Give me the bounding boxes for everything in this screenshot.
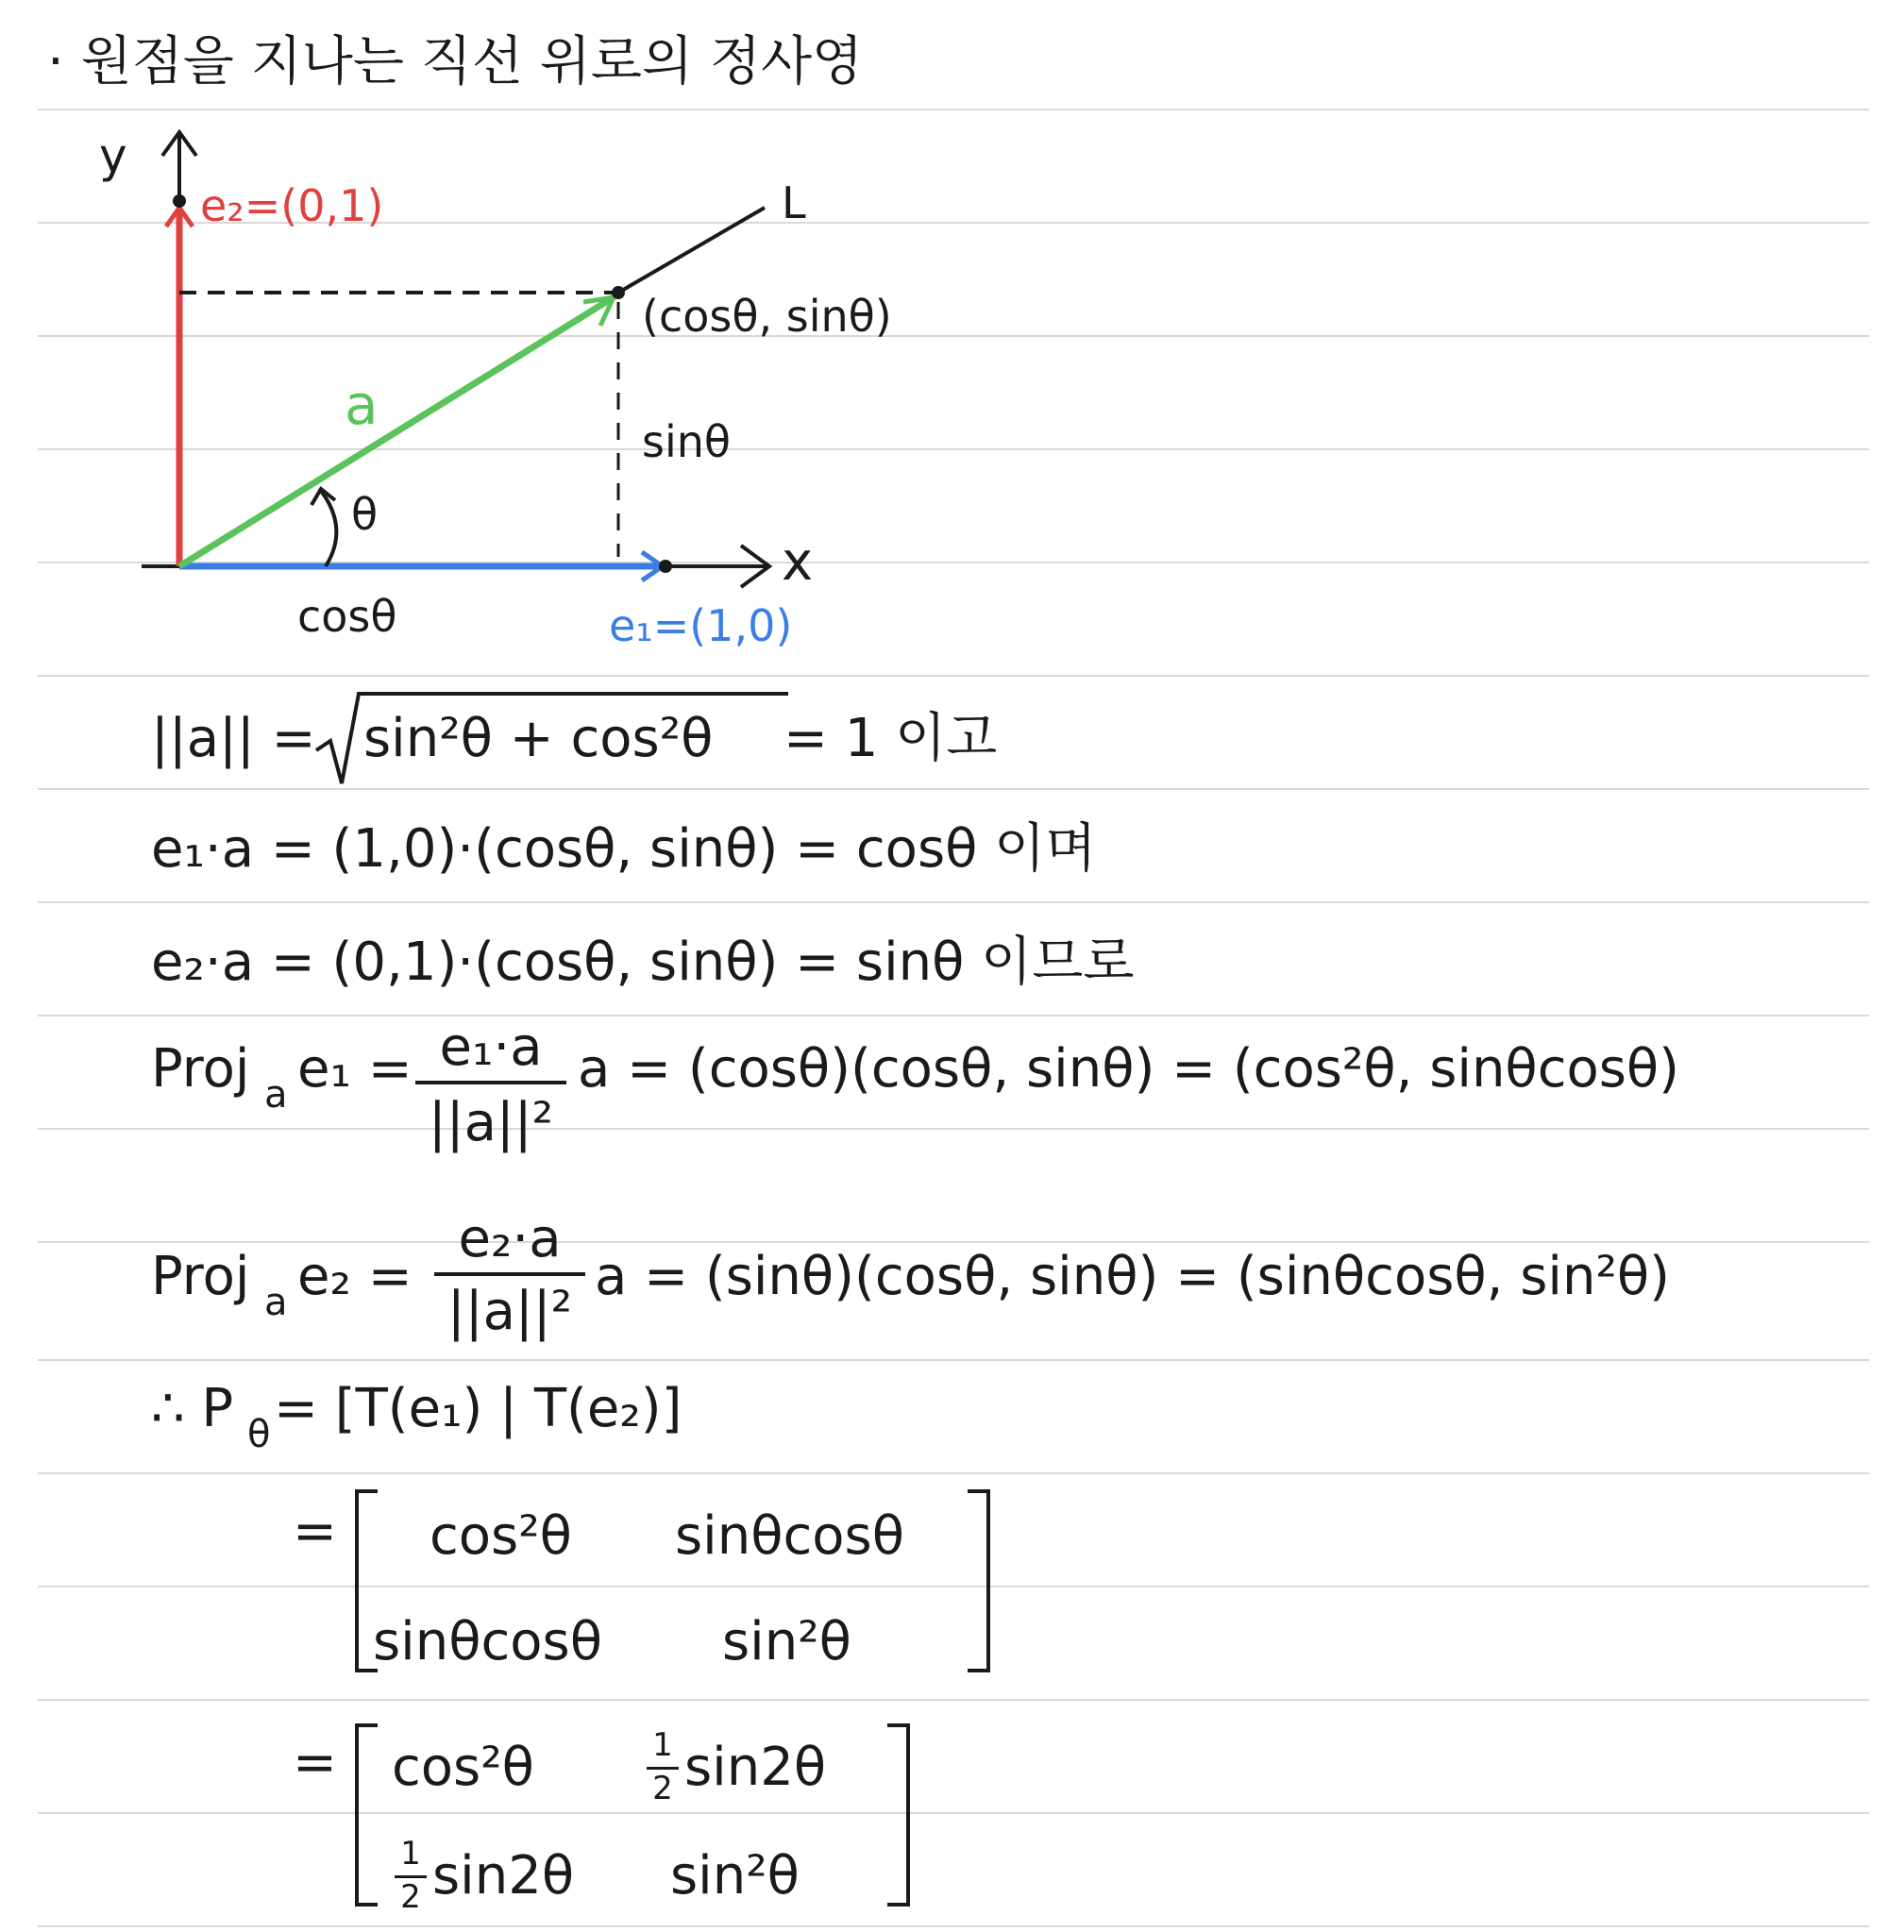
equals-sign: = bbox=[293, 1501, 337, 1562]
page-title: · 원점을 지나는 직선 위로의 정사영 bbox=[47, 31, 864, 92]
therefore-subscript: θ bbox=[247, 1413, 271, 1456]
dot-e1-a: e₁·a = (1,0)·(cosθ, sinθ) = cosθ 이며 bbox=[151, 818, 1097, 880]
matrix2-a21: sin2θ bbox=[432, 1845, 575, 1907]
matrix2-a12-numerator: 1 bbox=[652, 1726, 673, 1764]
x-axis-label: x bbox=[782, 531, 814, 593]
proj1-e1: e₁ = bbox=[297, 1038, 413, 1100]
proj2-numerator: e₂·a bbox=[458, 1208, 562, 1269]
matrix2-a12: sin2θ bbox=[684, 1737, 827, 1798]
matrix2-a12-denominator: 2 bbox=[652, 1770, 673, 1807]
proj2-denominator: ||a||² bbox=[447, 1281, 573, 1342]
matrix2-a21-numerator: 1 bbox=[400, 1835, 421, 1873]
proj1-denominator: ||a||² bbox=[428, 1092, 554, 1153]
matrix2-a11: cos²θ bbox=[392, 1737, 534, 1798]
e2-label: e₂=(0,1) bbox=[200, 180, 384, 231]
norm-right: = 1 이고 bbox=[784, 708, 998, 769]
theta-label: θ bbox=[351, 489, 379, 540]
point-label: (cosθ, sinθ) bbox=[642, 291, 892, 342]
norm-radicand: sin²θ + cos²θ bbox=[363, 708, 714, 769]
matrix1-a22: sin²θ bbox=[722, 1611, 851, 1672]
proj2-subscript: a bbox=[264, 1281, 288, 1324]
matrix2-a22: sin²θ bbox=[670, 1845, 800, 1907]
cos-theta-label: cosθ bbox=[297, 591, 397, 642]
therefore-p: ∴ P bbox=[151, 1378, 234, 1439]
proj1-numerator: e₁·a bbox=[439, 1016, 543, 1078]
proj1-result: a = (cosθ)(cosθ, sinθ) = (cos²θ, sinθcosθ) bbox=[578, 1038, 1680, 1100]
vector-a-label: a bbox=[345, 373, 379, 437]
e1-label: e₁=(1,0) bbox=[609, 600, 793, 651]
proj2-result: a = (sinθ)(cosθ, sinθ) = (sinθcosθ, sin²θ) bbox=[595, 1246, 1671, 1307]
matrix1-a12: sinθcosθ bbox=[675, 1505, 904, 1567]
norm-left: ||a|| = bbox=[151, 708, 316, 769]
proj2-label: Proj bbox=[151, 1246, 250, 1307]
matrix1-a21: sinθcosθ bbox=[373, 1611, 602, 1672]
equals-sign: = bbox=[293, 1732, 337, 1793]
dot-e2-a: e₂·a = (0,1)·(cosθ, sinθ) = sinθ 이므로 bbox=[151, 932, 1135, 993]
sin-theta-label: sinθ bbox=[642, 416, 732, 467]
proj1-label: Proj bbox=[151, 1038, 250, 1100]
line-L-label: L bbox=[782, 177, 806, 228]
proj2-e2: e₂ = bbox=[297, 1246, 413, 1307]
y-axis-label: y bbox=[99, 128, 127, 183]
matrix2-a21-denominator: 2 bbox=[400, 1878, 421, 1916]
proj1-subscript: a bbox=[264, 1073, 288, 1117]
matrix1-a11: cos²θ bbox=[430, 1505, 572, 1567]
therefore-matrix-def: = [T(e₁) | T(e₂)] bbox=[274, 1378, 682, 1439]
